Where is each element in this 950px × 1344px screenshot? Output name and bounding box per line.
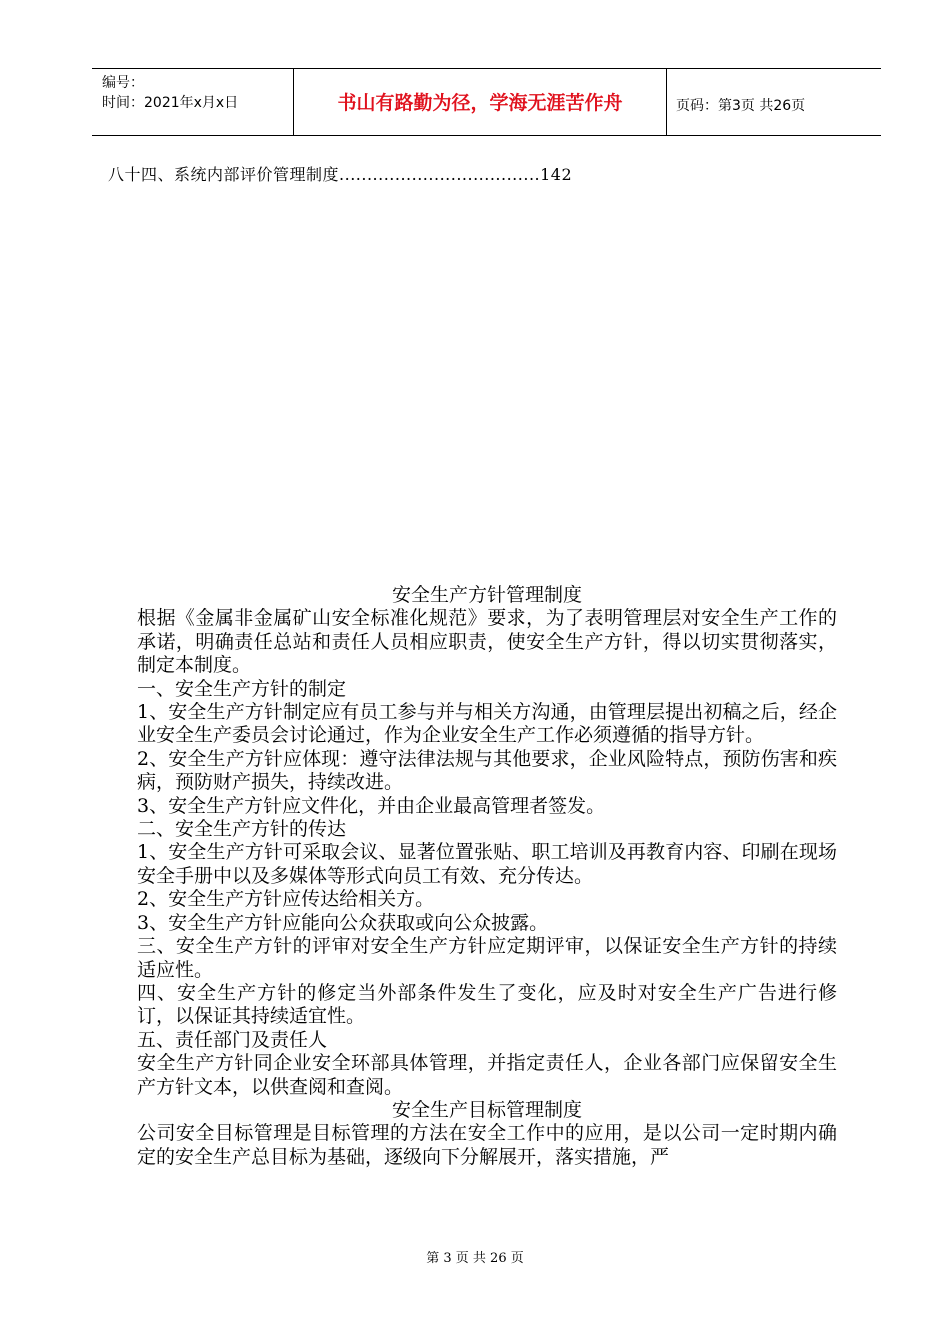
header-top-rule bbox=[92, 68, 881, 69]
toc-entry-title: 八十四、系统内部评价管理制度 bbox=[108, 165, 340, 184]
body-paragraph: 一、安全生产方针的制定 bbox=[137, 677, 347, 700]
body-paragraph: 安全生产方针同企业安全环部具体管理，并指定责任人，企业各部门应保留安全生产方针文本，以供查阅和查阅。 bbox=[137, 1052, 837, 1098]
document-number-label: 编号： bbox=[102, 75, 144, 91]
header-divider-right bbox=[666, 68, 667, 136]
header-page-info: 页码：第3页 共26页 bbox=[676, 98, 806, 114]
body-paragraph: 3、安全生产方针应文件化，并由企业最高管理者签发。 bbox=[137, 794, 606, 817]
body-paragraph: 公司安全目标管理是目标管理的方法在安全工作中的应用，是以公司一定时期内确定的安全生产总目标为基础，逐级向下分解展开，落实措施，严 bbox=[137, 1122, 837, 1168]
body-paragraph: 四、安全生产方针的修定当外部条件发生了变化，应及时对安全生产广告进行修订，以保证其持续适宜性。 bbox=[137, 981, 837, 1028]
page-footer: 第 3 页 共 26 页 bbox=[426, 1251, 524, 1266]
body-paragraph: 二、安全生产方针的传达 bbox=[137, 818, 347, 841]
body-paragraph: 五、责任部门及责任人 bbox=[137, 1028, 328, 1051]
toc-entry-leader: .................................... bbox=[339, 165, 541, 184]
document-time-label: 时间：2021年x月x日 bbox=[102, 95, 239, 111]
document-body bbox=[137, 584, 837, 1169]
body-paragraph: 1、安全生产方针制定应有员工参与并与相关方沟通，由管理层提出初稿之后，经企业安全生产委员会讨论通过，作为企业安全生产工作必须遵循的指导方针。 bbox=[137, 701, 837, 747]
header-bottom-rule bbox=[92, 135, 881, 136]
body-paragraph: 根据《金属非金属矿山安全标准化规范》要求，为了表明管理层对安全生产工作的承诺，明确责任总站和责任人员相应职责，使安全生产方针，得以切实贯彻落实，制定本制度。 bbox=[137, 607, 837, 677]
section-heading: 安全生产目标管理制度 bbox=[391, 1098, 582, 1121]
body-paragraph: 2、安全生产方针应传达给相关方。 bbox=[137, 888, 435, 911]
toc-entry bbox=[108, 162, 572, 185]
body-paragraph: 三、安全生产方针的评审对安全生产方针应定期评审，以保证安全生产方针的持续适应性。 bbox=[137, 935, 837, 981]
body-paragraph: 1、安全生产方针可采取会议、显著位置张贴、职工培训及再教育内容、印刷在现场安全手册中以及多媒体等形式向员工有效、充分传达。 bbox=[137, 841, 837, 887]
toc-entry-page: 142 bbox=[540, 165, 573, 184]
header-motto: 书山有路勤为径，学海无涯苦作舟 bbox=[337, 92, 623, 114]
section-heading: 安全生产方针管理制度 bbox=[391, 584, 582, 606]
body-paragraph: 3、安全生产方针应能向公众获取或向公众披露。 bbox=[137, 911, 549, 934]
body-paragraph: 2、安全生产方针应体现：遵守法律法规与其他要求，企业风险特点，预防伤害和疾病，预防财产损失，持续改进。 bbox=[137, 747, 837, 794]
